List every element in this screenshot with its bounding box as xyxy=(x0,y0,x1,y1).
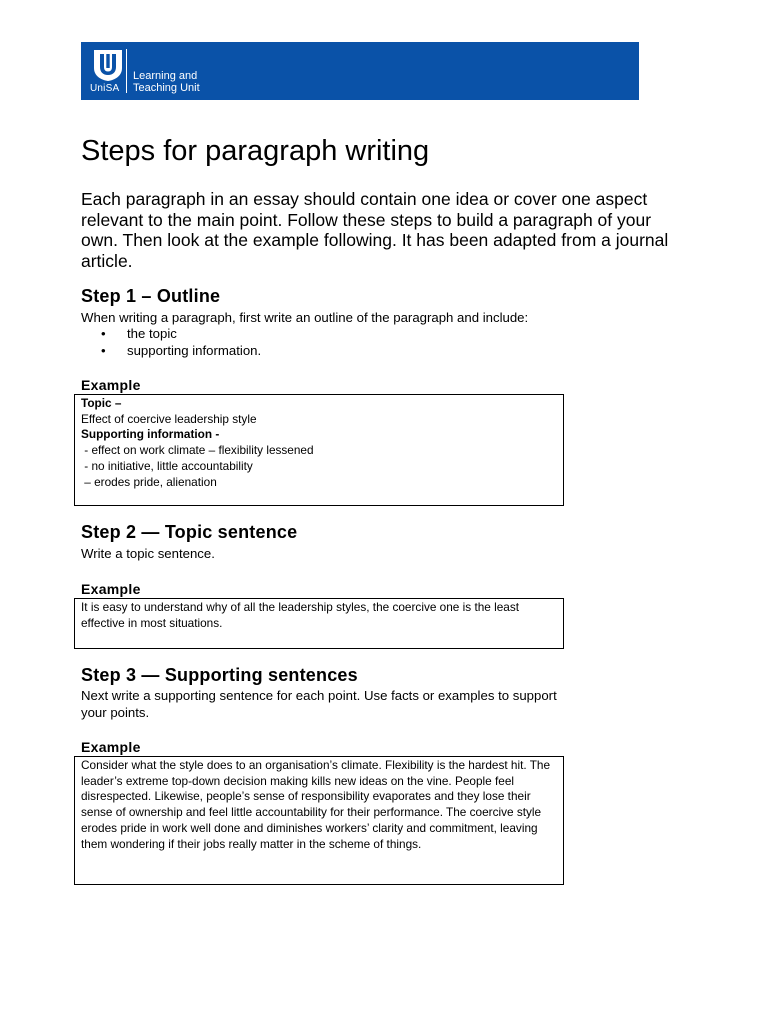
step3-text: Next write a supporting sentence for each point. Use facts or examples to support your points. xyxy=(81,688,557,720)
list-item: • supporting information. xyxy=(101,342,261,359)
step2-heading: Step 2 — Topic sentence xyxy=(81,522,298,542)
step3-example-box xyxy=(74,756,564,885)
step3-heading: Step 3 — Supporting sentences xyxy=(81,665,358,685)
step3-example-label: Example xyxy=(81,739,141,755)
step2-example-text: It is easy to understand why of all the leadership styles, the coercive one is the least effective in most situations. xyxy=(81,600,520,630)
step1-text: When writing a paragraph, first write an outline of the paragraph and include: xyxy=(81,310,529,325)
logo-text: UniSA xyxy=(90,83,120,94)
topic-label: Topic – xyxy=(81,396,122,410)
unit-name-line2: Teaching Unit xyxy=(133,82,200,94)
unit-name-line1: Learning and xyxy=(133,70,198,82)
unisa-shield-icon xyxy=(92,48,124,82)
step2-text: Write a topic sentence. xyxy=(81,546,215,561)
step3-example-text: Consider what the style does to an organisation’s climate. Flexibility is the hardest hit. The leader’s extreme top-down decision making kills new ideas on the vine. People feel disrespected. Likewise, people’s sense of responsibility evaporates and they lose their sense of ownership and feel little accountability for their performance. The coercive style erodes pride in work well done and diminishes workers’ clarity and commitment, leaving them wondering if their jobs really matter in the scheme of things. xyxy=(81,758,551,851)
intro-paragraph: Each paragraph in an essay should contain one idea or cover one aspect relevant to the main point. Follow these steps to build a paragraph of your own. Then look at the example following. It has been adapted from a journal article. xyxy=(81,189,669,271)
unit-name xyxy=(133,70,200,94)
support-item: – erodes pride, alienation xyxy=(81,474,217,489)
support-label: Supporting information - xyxy=(81,427,220,442)
logo-divider xyxy=(126,49,127,93)
step2-example-box xyxy=(74,598,564,649)
support-item: - no initiative, little accountability xyxy=(81,458,253,473)
page-title: Steps for paragraph writing xyxy=(81,135,430,167)
step1-example-box xyxy=(74,394,564,506)
step1-example-label: Example xyxy=(81,377,141,393)
topic-value: Effect of coercive leadership style xyxy=(81,411,257,426)
step2-example-label: Example xyxy=(81,581,141,597)
support-item: - effect on work climate – flexibility lessened xyxy=(81,443,314,458)
header-banner xyxy=(81,42,639,100)
list-item: • the topic xyxy=(101,325,261,342)
step1-heading: Step 1 – Outline xyxy=(81,286,221,306)
step1-bullets xyxy=(101,325,261,359)
